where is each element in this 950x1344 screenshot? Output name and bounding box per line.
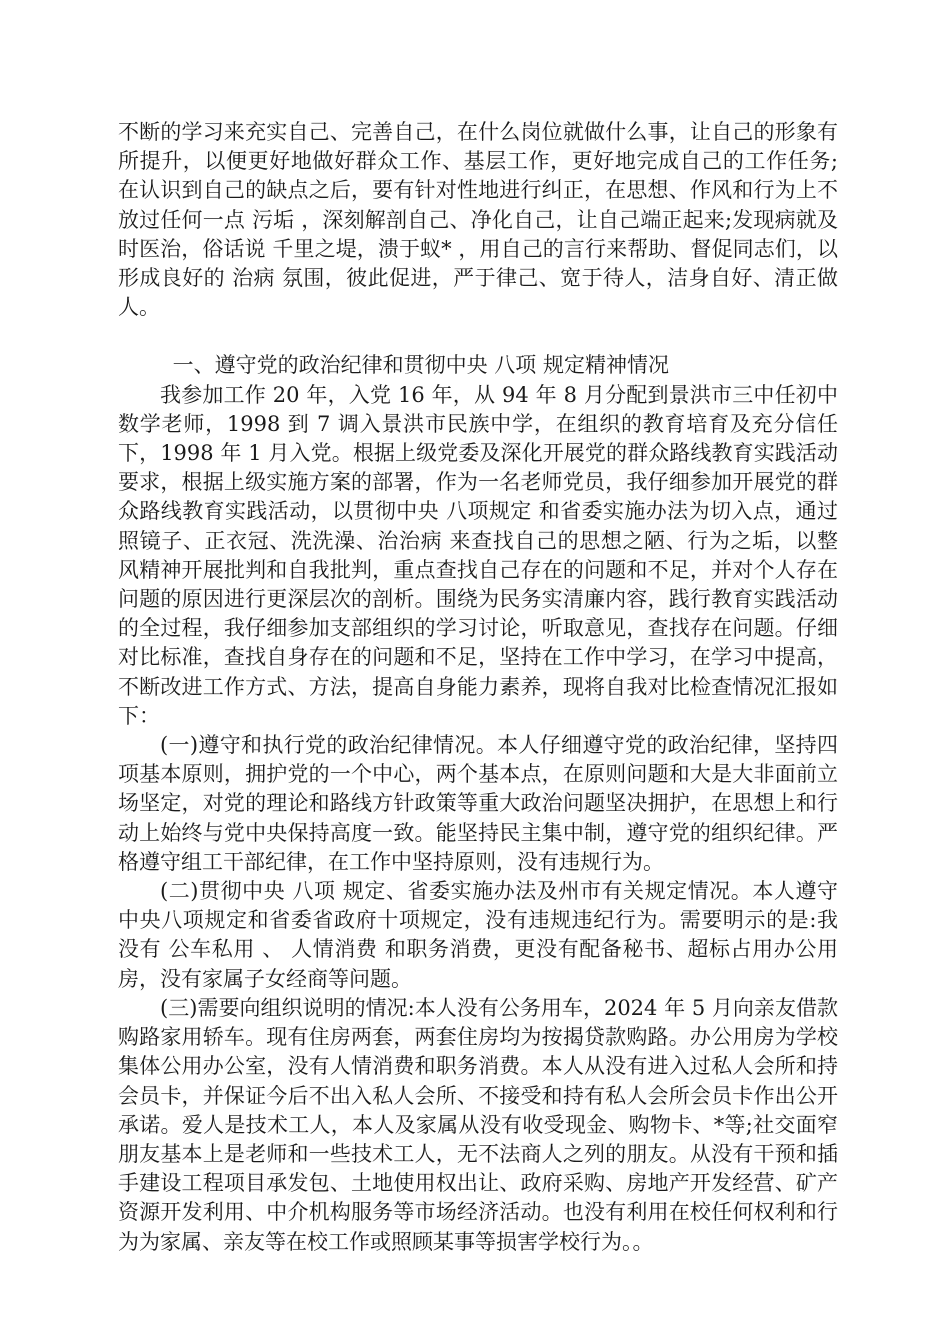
paragraph-work-background: 我参加工作 20 年，入党 16 年，从 94 年 8 月分配到景洪市三中任初中数学老师，1998 到 7 调入景洪市民族中学，在组织的教育培育及充分信任下，1998 年 1 月入党。根据上级党委及深化开展党的群众路线教育实践活动要求，根据上级实施方案的部署，作为一名老师党员，我仔细参加开展党的群众路线教育实践活动，以贯彻中央 八项规定 和省委实施办法为切入点，通过 照镜子、正衣冠、洗洗澡、治治病 来查找自己的思想之陋、行为之垢，以整风精神开展批判和自我批判，重点查找自己存在的问题和不足，并对个人存在问题的原因进行更深层次的剖析。围绕为民务实清廉内容，践行教育实践活动的全过程，我仔细参加支部组织的学习讨论，听取意见，查找存在问题。仔细对比标准，查找自身存在的问题和不足，坚持在工作中学习，在学习中提高，不断改进工作方式、方法，提高自身能力素养，现将自我对比检查情况汇报如下： <box>118 382 838 728</box>
paragraph-subsection-3: (三)需要向组织说明的情况:本人没有公务用车，2024 年 5 月向亲友借款购路家用轿车。现有住房两套，两套住房均为按揭贷款购路。办公用房为学校集体公用办公室，没有人情消费和职务消费。本人从没有进入过私人会所和持会员卡，并保证今后不出入私人会所、不接受和持有私人会所会员卡作出公开承诺。爱人是技术工人，本人及家属从没有收受现金、购物卡、*等;社交面窄朋友基本上是老师和一些技术工人，无不法商人之列的朋友。从没有干预和插手建设工程项目承发包、土地使用权出让、政府采购、房地产开发经营、矿产资源开发利用、中介机构服务等市场经济活动。也没有利用在校任何权利和行为为家属、亲友等在校工作或照顾某事等损害学校行为。。 <box>118 995 838 1254</box>
paragraph-continued-text: 不断的学习来充实自己、完善自己，在什么岗位就做什么事，让自己的形象有所提升，以便更好地做好群众工作、基层工作，更好地完成自己的工作任务;在认识到自己的缺点之后，要有针对性地进行纠正，在思想、作风和行为上不放过任何一点 污垢 ，深刻解剖自己、净化自己，让自己端正起来;发现病就及时医治，俗话说 千里之堤，溃于蚁* ，用自己的言行来帮助、督促同志们，以形成良好的 治病 氛围，彼此促进，严于律己、宽于待人，洁身自好、清正做人。 <box>118 120 838 320</box>
paragraph-subsection-2: (二)贯彻中央 八项 规定、省委实施办法及州市有关规定情况。本人遵守中央八项规定和省委省政府十项规定，没有违规违纪行为。需要明示的是:我没有 公车私用 、 人情消费 和职务消费，更没有配备秘书、超标占用办公用房，没有家属子女经商等问题。 <box>118 879 838 991</box>
paragraph-subsection-1: (一)遵守和执行党的政治纪律情况。本人仔细遵守党的政治纪律，坚持四项基本原则，拥护党的一个中心，两个基本点，在原则问题和大是大非面前立场坚定，对党的理论和路线方针政策等重大政治问题坚决拥护，在思想上和行动上始终与党中央保持高度一致。能坚持民主集中制，遵守党的组织纪律。严格遵守组工干部纪律，在工作中坚持原则，没有违规行为。 <box>118 733 838 874</box>
section-heading-political-discipline: 一、遵守党的政治纪律和贯彻中央 八项 规定精神情况 <box>172 353 669 378</box>
document-body <box>118 118 838 1257</box>
